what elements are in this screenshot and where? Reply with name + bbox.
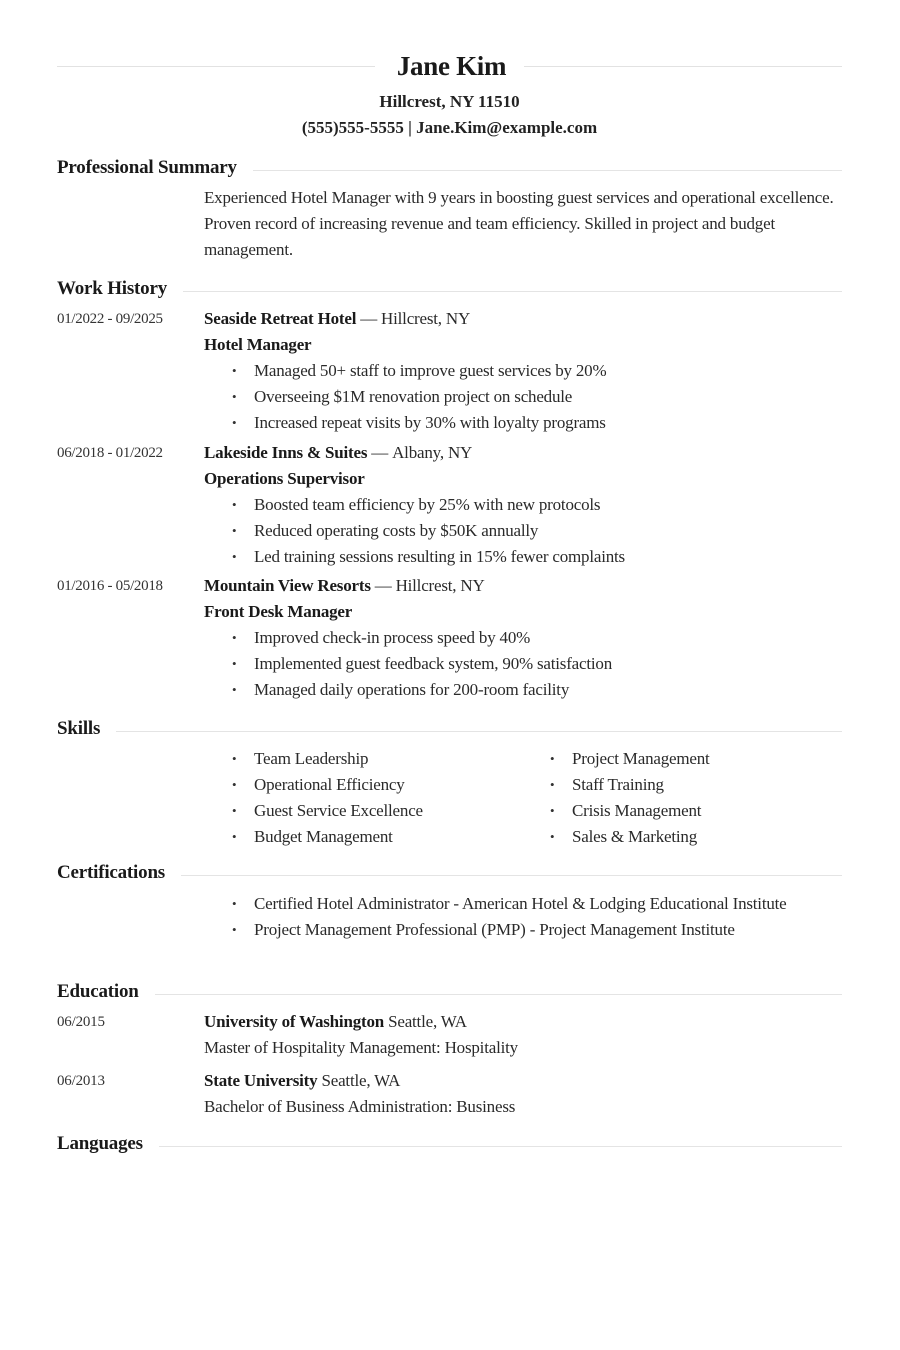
job-bullet: • Reduced operating costs by $50K annually: [204, 518, 844, 544]
job-employer-line: [204, 306, 844, 332]
school-line: [204, 1009, 844, 1035]
job-employer-line: [204, 573, 844, 599]
address: Hillcrest, NY 11510: [379, 92, 520, 111]
name-header: [57, 48, 842, 84]
skill-item: • Guest Service Excellence: [204, 798, 522, 824]
skill-item: • Operational Efficiency: [204, 772, 522, 798]
job-title: Operations Supervisor: [204, 469, 365, 488]
education-date: 06/2015: [57, 1014, 105, 1030]
section-education: [57, 980, 842, 1004]
section-title: Skills: [57, 718, 101, 739]
education-date: 06/2013: [57, 1073, 105, 1089]
section-title: Languages: [57, 1133, 143, 1154]
school-location: Seattle, WA: [321, 1071, 401, 1090]
school-line: [204, 1068, 844, 1094]
header-rule-left: [57, 66, 375, 67]
job-title: Front Desk Manager: [204, 602, 353, 621]
dash: —: [371, 443, 389, 462]
skill-item: • Staff Training: [522, 772, 840, 798]
skill-item: • Sales & Marketing: [522, 824, 840, 850]
job-bullet: • Implemented guest feedback system, 90% satisfaction: [204, 651, 844, 677]
certifications-bullets: [204, 891, 844, 943]
skills-column-right: [522, 746, 840, 850]
section-rule: [181, 875, 842, 876]
degree: Master of Hospitality Management: Hospitality: [204, 1038, 518, 1057]
job-bullet: • Managed daily operations for 200-room facility: [204, 677, 844, 703]
job-bullet: • Increased repeat visits by 30% with loyalty programs: [204, 410, 844, 436]
skill-item: • Project Management: [522, 746, 840, 772]
job-content: [204, 306, 844, 436]
education-content: [204, 1009, 844, 1061]
job-content: [204, 573, 844, 703]
section-title: Work History: [57, 278, 168, 299]
school-name: State University: [204, 1071, 318, 1090]
company-name: Mountain View Resorts: [204, 576, 371, 595]
header-rule-right: [524, 66, 842, 67]
job-title: Hotel Manager: [204, 335, 312, 354]
skill-item: • Crisis Management: [522, 798, 840, 824]
job-bullet: • Managed 50+ staff to improve guest services by 20%: [204, 358, 844, 384]
skill-item: • Team Leadership: [204, 746, 522, 772]
section-rule: [159, 1146, 842, 1147]
candidate-name: Jane Kim: [396, 50, 507, 81]
section-rule: [116, 731, 842, 732]
job-dates: 01/2022 - 09/2025: [57, 311, 163, 327]
job-bullets: [204, 358, 844, 436]
job-employer-line: [204, 440, 844, 466]
section-certifications: [57, 861, 842, 885]
certification-item: • Project Management Professional (PMP) - Project Management Institute: [204, 917, 844, 943]
section-rule: [253, 170, 842, 171]
skills-list: [204, 746, 844, 850]
job-content: [204, 440, 844, 570]
company-name: Lakeside Inns & Suites: [204, 443, 368, 462]
job-dates: 06/2018 - 01/2022: [57, 445, 163, 461]
skills-column-left: [204, 746, 522, 850]
job-dates: 01/2016 - 05/2018: [57, 578, 163, 594]
job-bullet: • Improved check-in process speed by 40%: [204, 625, 844, 651]
job-bullets: [204, 625, 844, 703]
job-bullet: • Led training sessions resulting in 15% fewer complaints: [204, 544, 844, 570]
section-title: Education: [57, 981, 139, 1002]
school-name: University of Washington: [204, 1012, 385, 1031]
dash: —: [360, 309, 378, 328]
company-name: Seaside Retreat Hotel: [204, 309, 357, 328]
phone: (555)555-5555: [301, 118, 404, 137]
job-bullet: • Boosted team efficiency by 25% with new protocols: [204, 492, 844, 518]
job-bullets: [204, 492, 844, 570]
section-title: Certifications: [57, 862, 165, 883]
section-work-history: [57, 277, 842, 301]
certification-item: • Certified Hotel Administrator - American Hotel & Lodging Educational Institute: [204, 891, 844, 917]
education-content: [204, 1068, 844, 1120]
email: Jane.Kim@example.com: [416, 118, 598, 137]
certifications-list: [204, 891, 844, 943]
job-bullet: • Overseeing $1M renovation project on schedule: [204, 384, 844, 410]
contact-separator: |: [403, 118, 417, 137]
dash: —: [374, 576, 392, 595]
section-title: Professional Summary: [57, 157, 237, 178]
section-rule: [155, 994, 842, 995]
degree: Bachelor of Business Administration: Business: [204, 1097, 516, 1116]
job-location: Hillcrest, NY: [395, 576, 485, 595]
section-professional-summary: [57, 156, 842, 180]
summary-text: Experienced Hotel Manager with 9 years in boosting guest services and operational excellence. Proven record of increasing revenue and team efficiency. Skilled in project and budget management.: [204, 188, 834, 259]
contact-line: [57, 118, 842, 138]
section-skills: [57, 717, 842, 741]
job-location: Albany, NY: [392, 443, 473, 462]
section-languages: [57, 1132, 842, 1156]
section-rule: [183, 291, 842, 292]
school-location: Seattle, WA: [388, 1012, 467, 1031]
skill-item: • Budget Management: [204, 824, 522, 850]
job-location: Hillcrest, NY: [381, 309, 471, 328]
